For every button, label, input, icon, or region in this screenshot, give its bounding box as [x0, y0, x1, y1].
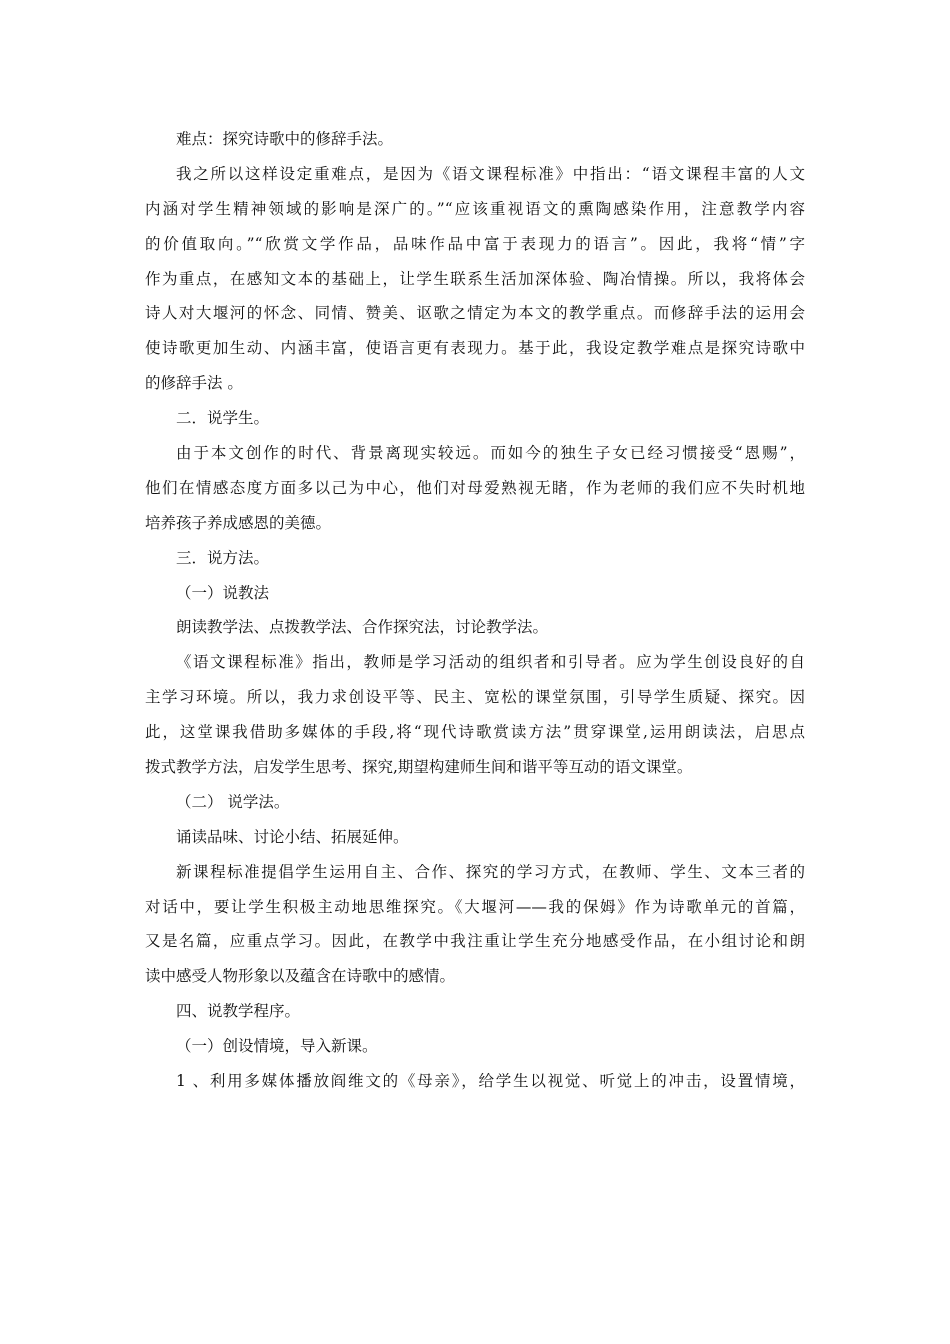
text-line: 1 、利用多媒体播放阎维文的《母亲》，给学生以视觉、听觉上的冲击，设置情境，	[176, 1072, 805, 1091]
text-line: 的修辞手法 。	[145, 374, 243, 393]
text-line: （一）说教法	[176, 583, 270, 602]
text-line: 拨式教学方法，启发学生思考、探究,期望构建师生间和谐平等互动的语文课堂。	[145, 758, 693, 777]
text-line: （二） 说学法。	[176, 792, 290, 811]
text-line: 读中感受人物形象以及蕴含在诗歌中的感情。	[145, 967, 456, 986]
text-line: 的价值取向。”“欣赏文学作品，品味作品中富于表现力的语言”。因此，我将“情”字	[145, 234, 805, 253]
text-line: 培养孩子养成感恩的美德。	[145, 513, 332, 532]
text-line: 他们在情感态度方面多以己为中心，他们对母爱熟视无睹，作为老师的我们应不失时机地	[145, 478, 805, 497]
text-line: 诵读品味、讨论小结、拓展延伸。	[176, 827, 409, 846]
text-line: 我之所以这样设定重难点，是因为《语文课程标准》中指出：“语文课程丰富的人文	[176, 164, 805, 183]
text-line: 四、说教学程序。	[176, 1002, 301, 1021]
text-line: 《语文课程标准》指出，教师是学习活动的组织者和引导者。应为学生创设良好的自	[176, 653, 805, 672]
text-line: 诗人对大堰河的怀念、同情、赞美、讴歌之情定为本文的教学重点。而修辞手法的运用会	[145, 304, 805, 323]
text-line: 使诗歌更加生动、内涵丰富，使语言更有表现力。基于此，我设定教学难点是探究诗歌中	[145, 339, 805, 358]
text-line: （一）创设情境，导入新课。	[176, 1037, 378, 1056]
text-line: 作为重点，在感知文本的基础上，让学生联系生活加深体验、陶冶情操。所以，我将体会	[145, 269, 805, 288]
text-line: 内涵对学生精神领域的影响是深广的。”“应该重视语文的熏陶感染作用，注意教学内容	[145, 199, 805, 218]
text-line: 此，这堂课我借助多媒体的手段,将“现代诗歌赏读方法”贯穿课堂,运用朗读法，启思点	[145, 723, 805, 742]
text-line: 二．说学生。	[176, 409, 270, 428]
text-line: 难点：探究诗歌中的修辞手法。	[176, 130, 394, 148]
text-line: 朗读教学法、点拨教学法、合作探究法，讨论教学法。	[176, 618, 549, 637]
document-body	[145, 122, 805, 1099]
text-line: 由于本文创作的时代、背景离现实较远。而如今的独生子女已经习惯接受“恩赐”，	[176, 444, 805, 463]
text-line: 主学习环境。所以，我力求创设平等、民主、宽松的课堂氛围，引导学生质疑、探究。因	[145, 688, 805, 707]
text-line: 三．说方法。	[176, 548, 270, 567]
text-line: 新课程标准提倡学生运用自主、合作、探究的学习方式，在教师、学生、文本三者的	[176, 862, 805, 881]
text-line: 又是名篇，应重点学习。因此，在教学中我注重让学生充分地感受作品，在小组讨论和朗	[145, 932, 805, 951]
text-line: 对话中，要让学生积极主动地思维探究。《大堰河——我的保姆》作为诗歌单元的首篇，	[145, 897, 805, 916]
